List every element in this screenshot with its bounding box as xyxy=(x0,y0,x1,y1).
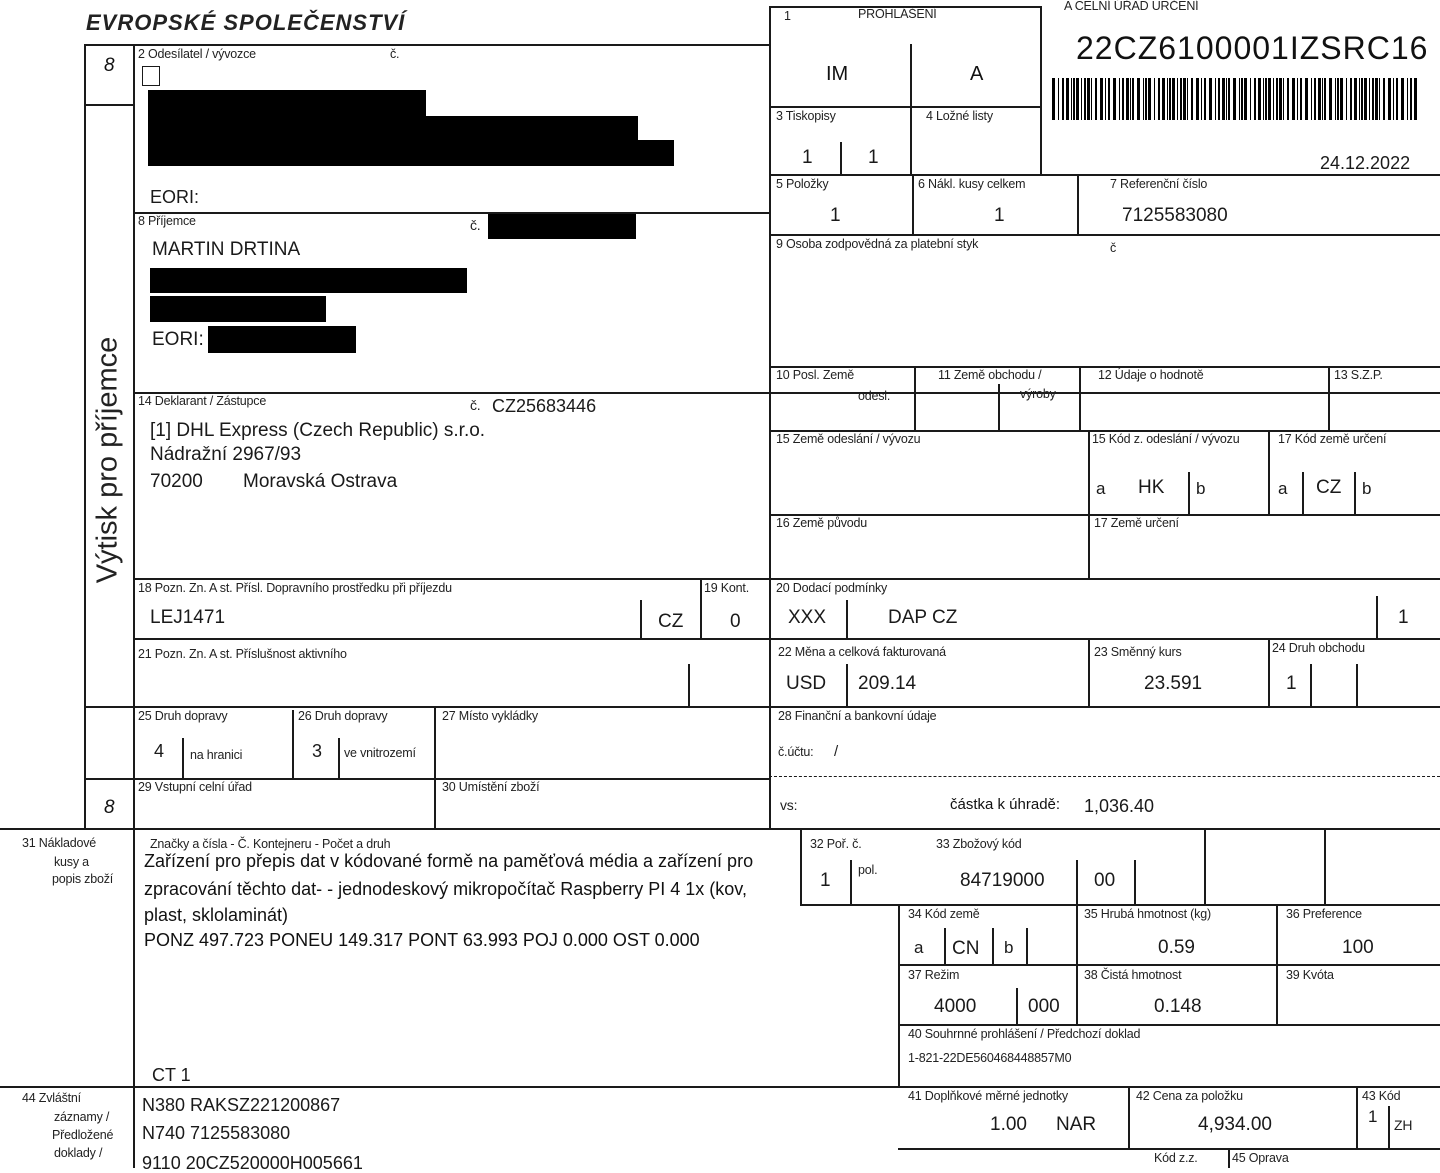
box45-label: 45 Oprava xyxy=(1232,1151,1289,1165)
box44-label-2: záznamy / xyxy=(54,1110,110,1124)
box44-label-3: Předložené xyxy=(52,1128,114,1142)
box40-label: 40 Souhrnné prohlášení / Předchozí doklad xyxy=(908,1027,1141,1041)
commodity-code-suffix: 00 xyxy=(1094,870,1116,891)
box25-sub: na hranici xyxy=(190,748,243,762)
box1-label: PROHLÁŠENÍ xyxy=(858,7,937,21)
box7-label: 7 Referenční číslo xyxy=(1110,177,1208,191)
box37-label: 37 Režim xyxy=(908,968,960,982)
box45-kod-label: Kód z.z. xyxy=(1154,1151,1198,1165)
box14-label: 14 Deklarant / Zástupce xyxy=(138,394,267,408)
box38-label: 38 Čistá hmotnost xyxy=(1084,968,1182,982)
box24-label: 24 Druh obchodu xyxy=(1272,641,1365,655)
box6-value: 1 xyxy=(994,205,1005,226)
box27-label: 27 Místo vykládky xyxy=(442,709,538,723)
box43-label: 43 Kód xyxy=(1362,1089,1401,1103)
box33-label: 33 Zbožový kód xyxy=(936,837,1022,851)
preference: 100 xyxy=(1342,937,1374,958)
currency: USD xyxy=(786,673,827,694)
commodity-code: 84719000 xyxy=(960,870,1045,891)
box17a-a: a xyxy=(1278,479,1288,498)
box9-label: 9 Osoba zodpovědná za platební styk xyxy=(776,237,979,251)
exchange-rate: 23.591 xyxy=(1144,673,1203,694)
amount-due: 1,036.40 xyxy=(1084,796,1155,816)
box39-label: 39 Kvóta xyxy=(1286,968,1334,982)
redaction-block xyxy=(150,268,467,293)
box32-label: 32 Poř. č. xyxy=(810,837,862,851)
account-value: / xyxy=(834,743,838,760)
box6-label: 6 Nákl. kusy celkem xyxy=(918,177,1026,191)
form-title: EVROPSKÉ SPOLEČENSTVÍ xyxy=(86,10,406,35)
declarant-street: Nádražní 2967/93 xyxy=(150,444,302,465)
box12-label: 12 Údaje o hodnotě xyxy=(1098,368,1204,382)
box30-label: 30 Umístění zboží xyxy=(442,780,540,794)
box10-label: 10 Posl. Země xyxy=(776,368,854,382)
goods-description-3: plast, sklolaminát) xyxy=(144,905,289,925)
valuation-indicator: ZH xyxy=(1394,1117,1413,1133)
box26-label: 26 Druh dopravy xyxy=(298,709,388,723)
box11-label: 11 Země obchodu / xyxy=(938,368,1042,382)
net-mass: 0.148 xyxy=(1154,996,1202,1017)
special-mention-1: N380 RAKSZ221200867 xyxy=(142,1095,341,1115)
box17a-label: 17 Kód země určení xyxy=(1278,432,1387,446)
box2-eori-label: EORI: xyxy=(150,187,200,207)
box8-eori-label: EORI: xyxy=(152,329,204,350)
box19-label: 19 Kont. xyxy=(704,581,749,595)
procedure-code: 4000 xyxy=(934,996,977,1017)
box22-label: 22 Měna a celková fakturovaná xyxy=(778,645,946,659)
declarant-name: [1] DHL Express (Czech Republic) s.r.o. xyxy=(150,420,486,441)
goods-description-4: PONZ 497.723 PONEU 149.317 PONT 63.993 POJ 0.000 OST 0.000 xyxy=(144,930,700,950)
transport-country: CZ xyxy=(658,611,684,632)
redaction-block xyxy=(150,296,326,322)
box2-checkbox xyxy=(142,66,160,86)
box23-label: 23 Směnný kurs xyxy=(1094,645,1182,659)
box44-label-4: doklady / xyxy=(54,1146,103,1160)
declarant-number: CZ25683446 xyxy=(492,396,597,416)
box18-label: 18 Pozn. Zn. A st. Přísl. Dopravního prostředku při příjezdu xyxy=(138,581,452,595)
box34-b: b xyxy=(1004,938,1014,957)
supplementary-unit-code: NAR xyxy=(1056,1114,1097,1135)
gross-mass: 0.59 xyxy=(1158,937,1195,958)
box34-label: 34 Kód země xyxy=(908,907,980,921)
box26-sub: ve vnitrozemí xyxy=(344,746,416,760)
box17-label: 17 Země určení xyxy=(1094,516,1179,530)
box5-value: 1 xyxy=(830,205,841,226)
delivery-extra: 1 xyxy=(1398,607,1409,628)
goods-description-1: Zařízení pro přepis dat v kódované formě na paměťová média a zařízení pro xyxy=(144,851,754,871)
declaration-type-1: IM xyxy=(826,63,849,85)
origin-country-code: CN xyxy=(952,938,980,959)
office-label: A CELNÍ ÚŘAD URČENÍ xyxy=(1064,0,1199,13)
supplementary-units: 1.00 xyxy=(990,1114,1027,1135)
delivery-terms: DAP CZ xyxy=(888,607,958,628)
box21-label: 21 Pozn. Zn. A st. Příslušnost aktivního xyxy=(138,647,347,661)
invoice-amount: 209.14 xyxy=(858,673,917,694)
copy-number-top: 8 xyxy=(104,55,115,76)
box3-label: 3 Tiskopisy xyxy=(776,109,836,123)
box25-label: 25 Druh dopravy xyxy=(138,709,228,723)
reference-number: 7125583080 xyxy=(1122,205,1228,226)
transaction-type: 1 xyxy=(1286,673,1297,694)
box13-label: 13 S.Z.P. xyxy=(1334,368,1383,382)
box15-label: 15 Země odeslání / vývozu xyxy=(776,432,921,446)
box2-no-label: č. xyxy=(390,47,400,61)
box17a-b: b xyxy=(1362,479,1372,498)
box9-no-label: č xyxy=(1110,241,1117,255)
box44-label-1: 44 Zvláštní xyxy=(22,1091,81,1105)
box36-label: 36 Preference xyxy=(1286,907,1362,921)
transport-mode-inland: 3 xyxy=(312,741,323,761)
box31-label-1: 31 Nákladové xyxy=(22,836,97,850)
declaration-type-2: A xyxy=(970,63,984,85)
copy-number-bottom: 8 xyxy=(104,797,115,818)
declaration-date: 24.12.2022 xyxy=(1320,153,1411,173)
box15a-b: b xyxy=(1196,479,1206,498)
box11-sub: výroby xyxy=(1020,387,1056,401)
box28-label: 28 Finanční a bankovní údaje xyxy=(778,709,937,723)
declarant-city: Moravská Ostrava xyxy=(243,471,398,492)
box34-a: a xyxy=(914,938,924,957)
account-label: č.účtu: xyxy=(778,745,814,759)
box1-number: 1 xyxy=(784,9,791,23)
box35-label: 35 Hrubá hmotnost (kg) xyxy=(1084,907,1211,921)
box3-value-1: 1 xyxy=(802,147,813,168)
box5-label: 5 Položky xyxy=(776,177,829,191)
barcode xyxy=(1052,78,1418,120)
item-number: 1 xyxy=(820,870,831,891)
box10-sub: odesl. xyxy=(858,389,891,403)
amount-due-label: částka k úhradě: xyxy=(950,796,1061,813)
vertical-copy-label: Výtisk pro příjemce xyxy=(91,336,124,584)
vs-label: vs: xyxy=(780,797,798,813)
box32-sub: pol. xyxy=(858,863,878,877)
box2-label: 2 Odesílatel / vývozce xyxy=(138,47,256,61)
destination-country-code: CZ xyxy=(1316,477,1342,498)
transport-mode-border: 4 xyxy=(154,741,165,761)
box14-no-label: č. xyxy=(470,397,481,413)
marks-label: Značky a čísla - Č. Kontejneru - Počet a druh xyxy=(150,837,391,851)
dispatch-country-code: HK xyxy=(1138,477,1165,498)
box15a-label: 15 Kód z. odeslání / vývozu xyxy=(1092,432,1240,446)
declarant-zip: 70200 xyxy=(150,471,203,492)
previous-document: 1-821-22DE560468448857M0 xyxy=(908,1051,1072,1065)
box16-label: 16 Země původu xyxy=(776,516,868,530)
transport-id: LEJ1471 xyxy=(150,607,226,628)
box3-value-2: 1 xyxy=(868,147,879,168)
box31-label-2: kusy a xyxy=(54,855,89,869)
box41-label: 41 Doplňkové měrné jednotky xyxy=(908,1089,1068,1103)
box20-label: 20 Dodací podmínky xyxy=(776,581,888,595)
procedure-code-additional: 000 xyxy=(1028,996,1060,1017)
item-price: 4,934.00 xyxy=(1198,1114,1272,1135)
redaction-block xyxy=(148,116,638,142)
box42-label: 42 Cena za položku xyxy=(1136,1089,1243,1103)
delivery-code: XXX xyxy=(788,607,827,628)
redaction-block xyxy=(208,326,356,353)
box8-no-label: č. xyxy=(470,217,481,233)
special-mention-3: 9110 20CZ520000H005661 xyxy=(142,1153,363,1173)
redaction-block xyxy=(148,90,426,118)
mrn-number: 22CZ6100001IZSRC16 xyxy=(1076,30,1429,66)
box8-label: 8 Příjemce xyxy=(138,214,196,228)
special-mention-2: N740 7125583080 xyxy=(142,1123,291,1143)
redaction-block xyxy=(148,140,674,166)
valuation-method: 1 xyxy=(1368,1107,1378,1126)
box29-label: 29 Vstupní celní úřad xyxy=(138,780,252,794)
container-count: CT 1 xyxy=(152,1065,191,1085)
box15a-a: a xyxy=(1096,479,1106,498)
goods-description-2: zpracování těchto dat- - jednodeskový mikropočítač Raspberry PI 4 1x (kov, xyxy=(144,879,747,899)
box31-label-3: popis zboží xyxy=(52,872,114,886)
container-flag: 0 xyxy=(730,611,741,632)
box4-label: 4 Ložné listy xyxy=(926,109,993,123)
consignee-name: MARTIN DRTINA xyxy=(152,239,301,260)
redaction-block xyxy=(488,214,636,239)
